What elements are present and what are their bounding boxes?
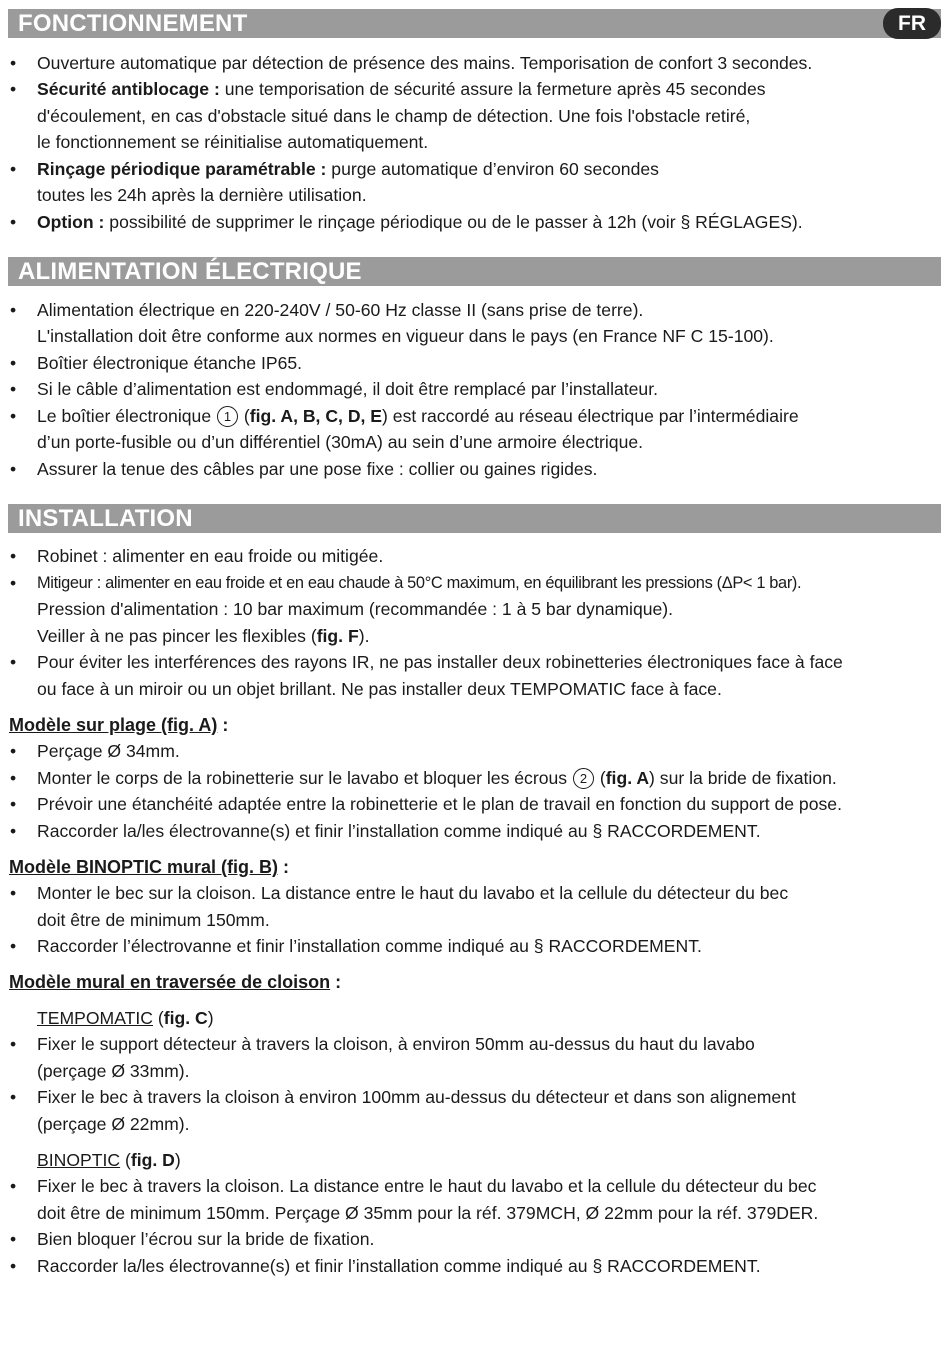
paragraph-line: toutes les 24h après la dernière utilisation. (37, 185, 367, 205)
paragraph-line: Fixer le support détecteur à travers la cloison, à environ 50mm au-dessus du haut du lavabo (37, 1034, 755, 1054)
paragraph-line: Prévoir une étanchéité adaptée entre la robinetterie et le plan de travail en fonction du support de pose. (37, 794, 842, 814)
bullet: • (10, 652, 17, 672)
paragraph-line: Si le câble d’alimentation est endommagé, il doit être remplacé par l’installateur. (37, 379, 658, 399)
bullet: • (10, 546, 17, 566)
section-header-alimentation (8, 257, 941, 286)
model-label-tempomatic: TEMPOMATIC (fig. C) (37, 1008, 214, 1028)
bullet: • (10, 1176, 17, 1196)
paragraph-line: Sécurité antiblocage : une temporisation de sécurité assure la fermeture après 45 secondes (37, 79, 766, 99)
callout-number-2: 2 (573, 768, 594, 789)
bullet: • (10, 883, 17, 903)
paragraph-line: Mitigeur : alimenter en eau froide et en eau chaude à 50°C maximum, en équilibrant les pressions (ΔP< 1 bar). (37, 574, 802, 592)
bullet: • (10, 1229, 17, 1249)
paragraph-line: Monter le bec sur la cloison. La distance entre le haut du lavabo et la cellule du détecteur du bec (37, 883, 789, 903)
paragraph-line: (perçage Ø 22mm). (37, 1114, 190, 1134)
paragraph-line: Boîtier électronique étanche IP65. (37, 353, 303, 373)
bullet: • (10, 459, 17, 479)
paragraph-line: Raccorder la/les électrovanne(s) et finir l’installation comme indiqué au § RACCORDEMENT. (37, 1256, 761, 1276)
bullet: • (10, 794, 17, 814)
paragraph-line: Bien bloquer l’écrou sur la bride de fixation. (37, 1229, 375, 1249)
section-header-installation (8, 504, 941, 533)
bullet: • (10, 300, 17, 320)
section-title: ALIMENTATION ÉLECTRIQUE (18, 258, 362, 285)
bullet: • (10, 1256, 17, 1276)
paragraph-line: Fixer le bec à travers la cloison à environ 100mm au-dessus du détecteur et dans son alignement (37, 1087, 796, 1107)
bullet: • (10, 53, 17, 73)
paragraph-line: Fixer le bec à travers la cloison. La distance entre le haut du lavabo et la cellule du détecteur du bec (37, 1176, 817, 1196)
bullet: • (10, 573, 17, 593)
bullet: • (10, 936, 17, 956)
subheading-binoptic-mural: Modèle BINOPTIC mural (fig. B) : (9, 857, 290, 877)
paragraph-line: Ouverture automatique par détection de présence des mains. Temporisation de confort 3 secondes. (37, 53, 813, 73)
section-title: FONCTIONNEMENT (18, 10, 248, 37)
bullet: • (10, 353, 17, 373)
paragraph-line: d’un porte-fusible ou d’un différentiel (30mA) au sein d’une armoire électrique. (37, 432, 644, 452)
bullet: • (10, 406, 17, 426)
paragraph-line: L'installation doit être conforme aux normes en vigueur dans le pays (en France NF C 15-100). (37, 326, 774, 346)
paragraph-line: Option : possibilité de supprimer le rinçage périodique ou de le passer à 12h (voir § RÉGLAGES). (37, 212, 803, 232)
paragraph-line: Raccorder la/les électrovanne(s) et finir l’installation comme indiqué au § RACCORDEMENT. (37, 821, 761, 841)
paragraph-line: (perçage Ø 33mm). (37, 1061, 190, 1081)
bullet: • (10, 1034, 17, 1054)
paragraph-line: Assurer la tenue des câbles par une pose fixe : collier ou gaines rigides. (37, 459, 598, 479)
paragraph-line: d'écoulement, en cas d'obstacle situé dans le champ de détection. Une fois l'obstacle retiré, (37, 106, 751, 126)
model-label-binoptic: BINOPTIC (fig. D) (37, 1150, 181, 1170)
section-title: INSTALLATION (18, 505, 193, 532)
paragraph-line: Robinet : alimenter en eau froide ou mitigée. (37, 546, 384, 566)
paragraph-line: Pour éviter les interférences des rayons IR, ne pas installer deux robinetteries électroniques face à face (37, 652, 843, 672)
callout-number-1: 1 (217, 406, 238, 427)
bullet: • (10, 768, 17, 788)
bullet: • (10, 159, 17, 179)
bullet: • (10, 79, 17, 99)
paragraph-line: Alimentation électrique en 220-240V / 50-60 Hz classe II (sans prise de terre). (37, 300, 644, 320)
bullet: • (10, 1087, 17, 1107)
paragraph-line: le fonctionnement se réinitialise automatiquement. (37, 132, 429, 152)
paragraph-line: doit être de minimum 150mm. Perçage Ø 35mm pour la réf. 379MCH, Ø 22mm pour la réf. 379DER. (37, 1203, 819, 1223)
section-header-fonctionnement (8, 9, 941, 38)
paragraph-line: ou face à un miroir ou un objet brillant. Ne pas installer deux TEMPOMATIC face à face. (37, 679, 722, 699)
paragraph-line: doit être de minimum 150mm. (37, 910, 270, 930)
paragraph-line: Perçage Ø 34mm. (37, 741, 180, 761)
bullet: • (10, 212, 17, 232)
paragraph-line: Rinçage périodique paramétrable : purge automatique d’environ 60 secondes (37, 159, 659, 179)
language-badge: FR (883, 8, 941, 39)
paragraph-line: Le boîtier électronique 1 (fig. A, B, C, D, E) est raccordé au réseau électrique par l’intermédiaire (37, 406, 799, 426)
paragraph-line: Raccorder l’électrovanne et finir l’installation comme indiqué au § RACCORDEMENT. (37, 936, 702, 956)
subheading-modele-plage: Modèle sur plage (fig. A) : (9, 715, 229, 735)
bullet: • (10, 741, 17, 761)
bullet: • (10, 821, 17, 841)
paragraph-line: Pression d'alimentation : 10 bar maximum (recommandée : 1 à 5 bar dynamique). (37, 599, 674, 619)
paragraph-line: Veiller à ne pas pincer les flexibles (fig. F). (37, 626, 370, 646)
bullet: • (10, 379, 17, 399)
paragraph-line: Monter le corps de la robinetterie sur le lavabo et bloquer les écrous 2 (fig. A) sur la bride de fixation. (37, 768, 837, 788)
subheading-mural-traversee: Modèle mural en traversée de cloison : (9, 972, 342, 992)
